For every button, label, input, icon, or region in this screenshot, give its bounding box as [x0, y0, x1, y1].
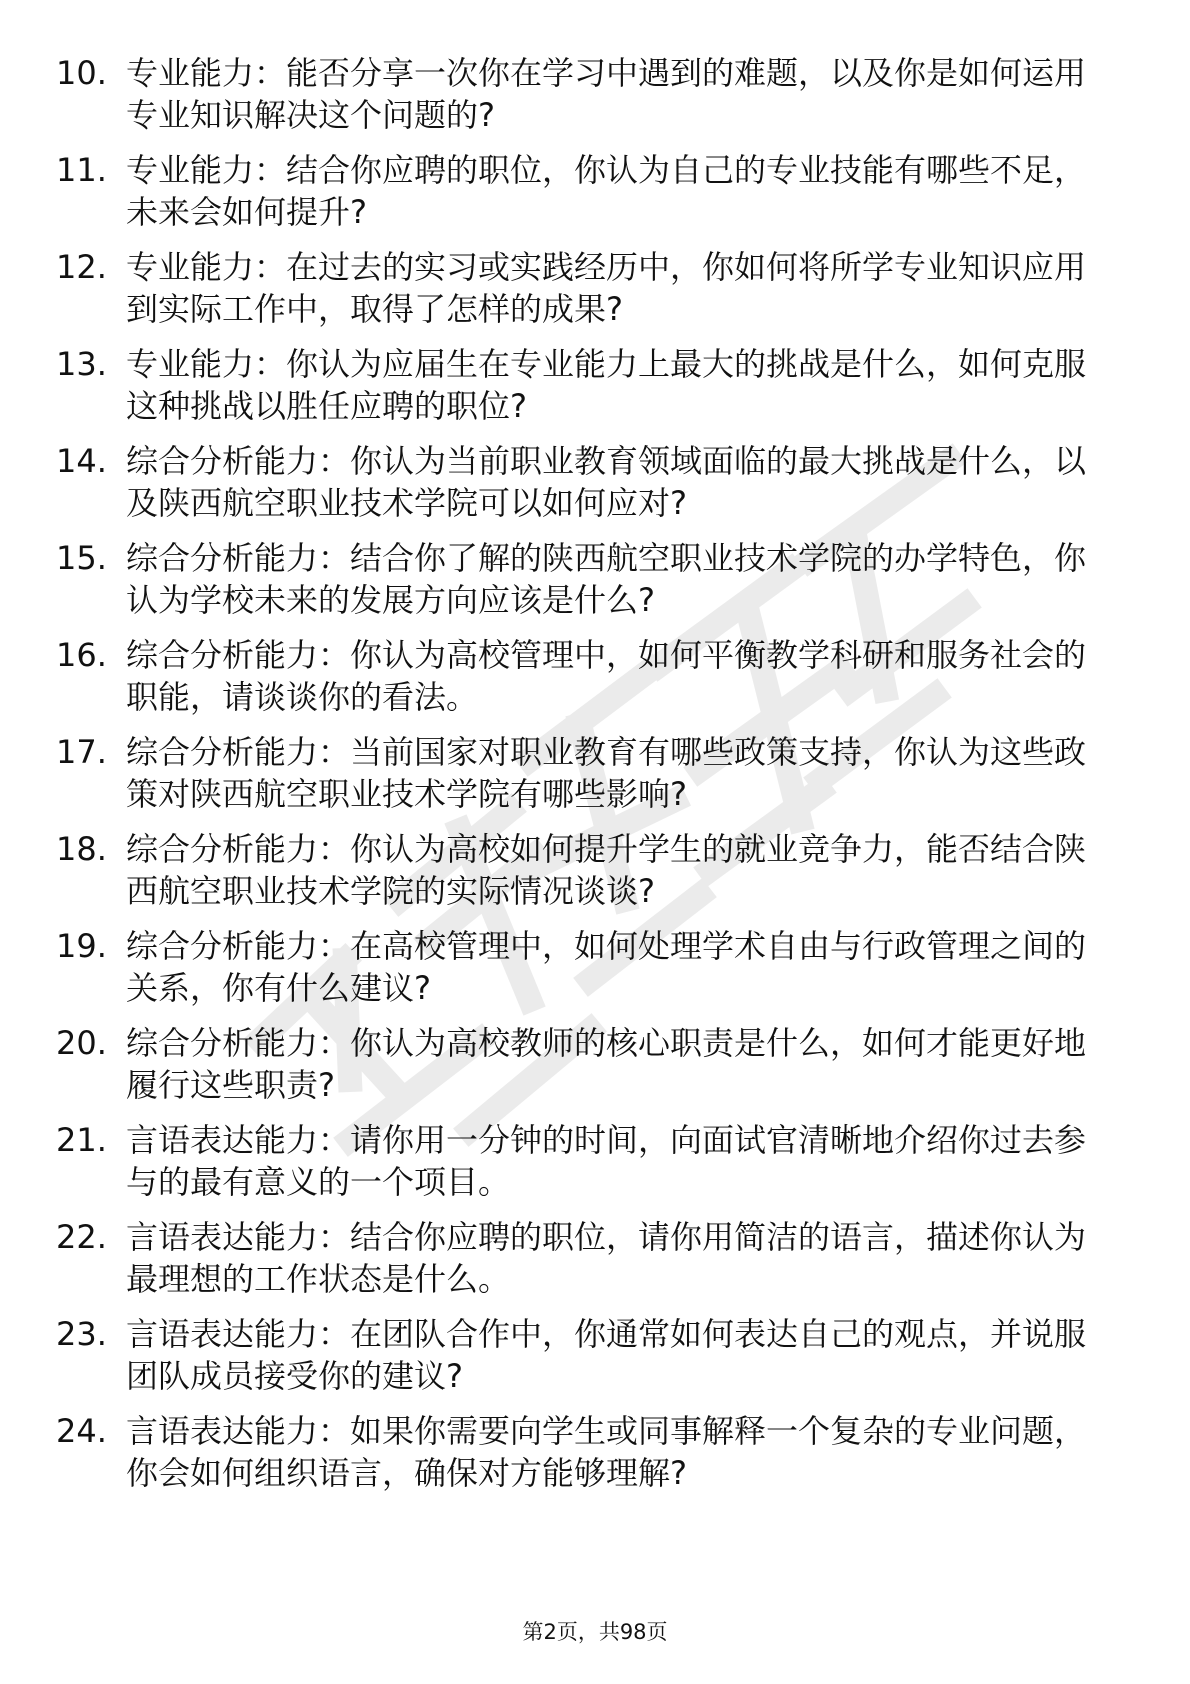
question-item-23: [56, 1313, 1106, 1410]
question-text: 言语表达能力：在团队合作中，你通常如何表达自己的观点，并说服团队成员接受你的建议?: [126, 1315, 1087, 1395]
question-text: 专业能力：在过去的实习或实践经历中，你如何将所学专业知识应用到实际工作中，取得了怎样的成果?: [126, 248, 1087, 328]
question-item-15: [56, 537, 1106, 634]
question-item-12: [56, 246, 1106, 343]
question-text: 综合分析能力：在高校管理中，如何处理学术自由与行政管理之间的关系，你有什么建议?: [126, 927, 1087, 1007]
question-number: 16.: [56, 636, 107, 674]
question-number: 10.: [56, 54, 107, 92]
question-item-11: [56, 149, 1106, 246]
question-text: 综合分析能力：你认为高校如何提升学生的就业竞争力，能否结合陕西航空职业技术学院的实际情况谈谈?: [126, 830, 1087, 910]
question-text: 专业能力：能否分享一次你在学习中遇到的难题，以及你是如何运用专业知识解决这个问题的?: [126, 54, 1087, 134]
question-text: 专业能力：结合你应聘的职位，你认为自己的专业技能有哪些不足，未来会如何提升?: [126, 151, 1087, 231]
question-item-21: [56, 1119, 1106, 1216]
question-item-13: [56, 343, 1106, 440]
page-footer: 第2页，共98页: [522, 1620, 668, 1644]
question-item-24: [56, 1410, 1106, 1507]
question-item-19: [56, 925, 1106, 1022]
question-number: 11.: [56, 151, 107, 189]
question-number: 23.: [56, 1315, 107, 1353]
question-number: 21.: [56, 1121, 107, 1159]
question-number: 15.: [56, 539, 107, 577]
question-item-20: [56, 1022, 1106, 1119]
question-number: 24.: [56, 1412, 107, 1450]
question-item-14: [56, 440, 1106, 537]
question-number: 13.: [56, 345, 107, 383]
question-text: 综合分析能力：你认为当前职业教育领域面临的最大挑战是什么，以及陕西航空职业技术学院可以如何应对?: [126, 442, 1087, 522]
question-number: 20.: [56, 1024, 107, 1062]
question-number: 12.: [56, 248, 107, 286]
question-text: 综合分析能力：结合你了解的陕西航空职业技术学院的办学特色，你认为学校未来的发展方向应该是什么?: [126, 539, 1087, 619]
question-number: 19.: [56, 927, 107, 965]
question-item-10: [56, 52, 1106, 149]
question-item-17: [56, 731, 1106, 828]
question-item-22: [56, 1216, 1106, 1313]
question-number: 14.: [56, 442, 107, 480]
question-text: 专业能力：你认为应届生在专业能力上最大的挑战是什么，如何克服这种挑战以胜任应聘的职位?: [126, 345, 1087, 425]
interview-question-list: [56, 52, 1106, 1507]
question-number: 22.: [56, 1218, 107, 1256]
question-item-18: [56, 828, 1106, 925]
question-text: 综合分析能力：当前国家对职业教育有哪些政策支持，你认为这些政策对陕西航空职业技术学院有哪些影响?: [126, 733, 1087, 813]
question-text: 言语表达能力：请你用一分钟的时间，向面试官清晰地介绍你过去参与的最有意义的一个项目。: [126, 1121, 1087, 1201]
question-text: 言语表达能力：结合你应聘的职位，请你用简洁的语言，描述你认为最理想的工作状态是什么。: [126, 1218, 1087, 1298]
question-text: 言语表达能力：如果你需要向学生或同事解释一个复杂的专业问题，你会如何组织语言，确保对方能够理解?: [126, 1412, 1087, 1492]
question-text: 综合分析能力：你认为高校教师的核心职责是什么，如何才能更好地履行这些职责?: [126, 1024, 1087, 1104]
question-text: 综合分析能力：你认为高校管理中，如何平衡教学科研和服务社会的职能，请谈谈你的看法。: [126, 636, 1087, 716]
question-number: 17.: [56, 733, 107, 771]
question-item-16: [56, 634, 1106, 731]
question-number: 18.: [56, 830, 107, 868]
